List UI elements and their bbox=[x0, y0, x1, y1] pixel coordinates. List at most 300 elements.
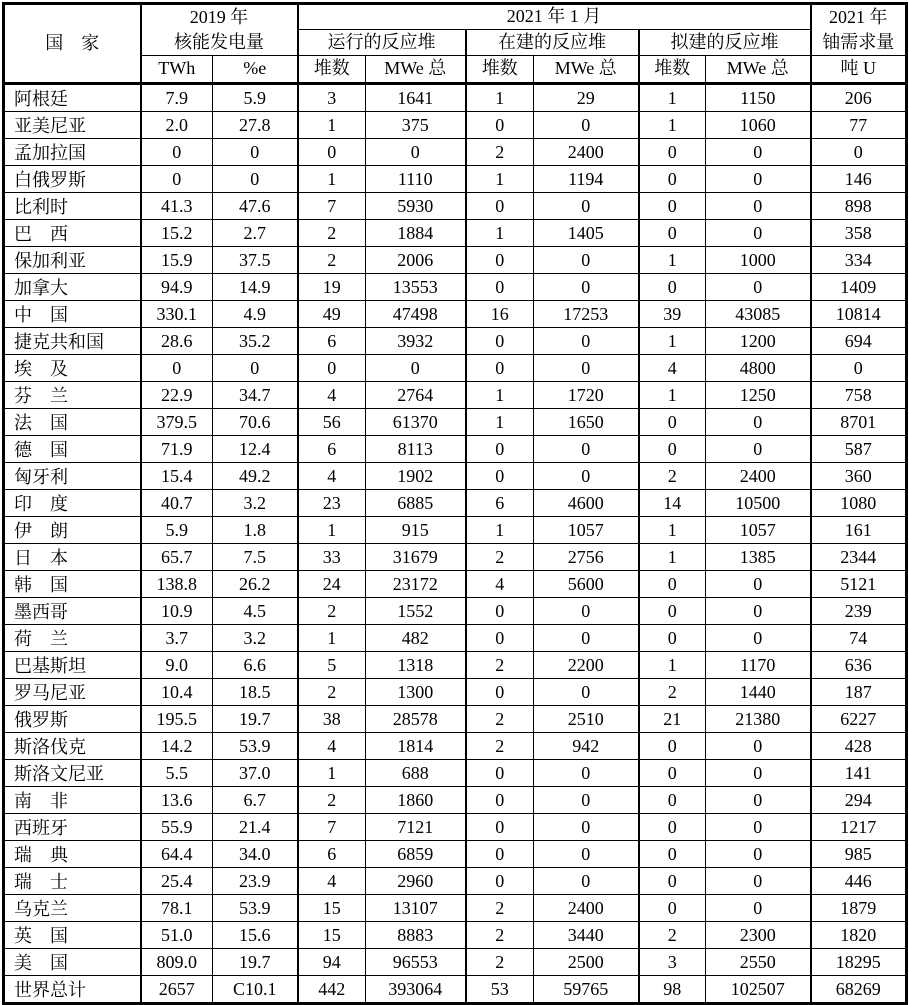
value-cell: 10.9 bbox=[141, 598, 213, 625]
value-cell: 2300 bbox=[706, 922, 811, 949]
value-cell: 0 bbox=[466, 328, 534, 355]
value-cell: 2 bbox=[466, 652, 534, 679]
value-cell: 0 bbox=[639, 895, 706, 922]
value-cell: 0 bbox=[706, 625, 811, 652]
table-row bbox=[4, 949, 907, 976]
country-cell: 荷 兰 bbox=[4, 625, 141, 652]
value-cell: 482 bbox=[366, 625, 466, 652]
value-cell: 636 bbox=[811, 652, 907, 679]
value-cell: 22.9 bbox=[141, 382, 213, 409]
country-cell: 罗马尼亚 bbox=[4, 679, 141, 706]
value-cell: 37.0 bbox=[213, 760, 298, 787]
value-cell: 138.8 bbox=[141, 571, 213, 598]
value-cell: 1552 bbox=[366, 598, 466, 625]
value-cell: 1 bbox=[639, 382, 706, 409]
value-cell: 1650 bbox=[534, 409, 639, 436]
value-cell: 39 bbox=[639, 301, 706, 328]
value-cell: 0 bbox=[639, 220, 706, 247]
country-cell: 瑞 士 bbox=[4, 868, 141, 895]
country-cell: 加拿大 bbox=[4, 274, 141, 301]
value-cell: 1814 bbox=[366, 733, 466, 760]
value-cell: 1 bbox=[639, 544, 706, 571]
header-2021-january: 2021 年 1 月 bbox=[298, 4, 811, 30]
value-cell: 78.1 bbox=[141, 895, 213, 922]
value-cell: 1 bbox=[298, 625, 366, 652]
value-cell: 0 bbox=[639, 409, 706, 436]
table-row bbox=[4, 841, 907, 868]
value-cell: 15 bbox=[298, 895, 366, 922]
value-cell: 21 bbox=[639, 706, 706, 733]
value-cell: 8113 bbox=[366, 436, 466, 463]
value-cell: 141 bbox=[811, 760, 907, 787]
value-cell: 0 bbox=[466, 193, 534, 220]
value-cell: 21.4 bbox=[213, 814, 298, 841]
value-cell: 34.0 bbox=[213, 841, 298, 868]
value-cell: 0 bbox=[706, 733, 811, 760]
value-cell: 0 bbox=[466, 814, 534, 841]
country-cell: 白俄罗斯 bbox=[4, 166, 141, 193]
header-planned-unit-count: 堆数 bbox=[639, 56, 706, 84]
value-cell: 0 bbox=[706, 139, 811, 166]
value-cell: 0 bbox=[141, 166, 213, 193]
value-cell: 1080 bbox=[811, 490, 907, 517]
value-cell: 3.7 bbox=[141, 625, 213, 652]
value-cell: 146 bbox=[811, 166, 907, 193]
value-cell: 6 bbox=[298, 436, 366, 463]
table-row bbox=[4, 382, 907, 409]
value-cell: 5.9 bbox=[213, 84, 298, 112]
value-cell: 5121 bbox=[811, 571, 907, 598]
country-cell: 乌克兰 bbox=[4, 895, 141, 922]
value-cell: 915 bbox=[366, 517, 466, 544]
country-cell: 匈牙利 bbox=[4, 463, 141, 490]
value-cell: 0 bbox=[534, 760, 639, 787]
header-tonnes-u: 吨 U bbox=[811, 56, 907, 84]
value-cell: 0 bbox=[534, 814, 639, 841]
value-cell: 23172 bbox=[366, 571, 466, 598]
value-cell: 8883 bbox=[366, 922, 466, 949]
value-cell: 6885 bbox=[366, 490, 466, 517]
value-cell: 1110 bbox=[366, 166, 466, 193]
value-cell: 33 bbox=[298, 544, 366, 571]
value-cell: 294 bbox=[811, 787, 907, 814]
value-cell: 0 bbox=[706, 895, 811, 922]
country-cell: 韩 国 bbox=[4, 571, 141, 598]
value-cell: 0 bbox=[706, 814, 811, 841]
value-cell: 2960 bbox=[366, 868, 466, 895]
country-cell: 比利时 bbox=[4, 193, 141, 220]
value-cell: 2 bbox=[466, 706, 534, 733]
header-construction-mwe-total: MWe 总 bbox=[534, 56, 639, 84]
table-body bbox=[4, 84, 907, 1004]
value-cell: 0 bbox=[534, 841, 639, 868]
table-row bbox=[4, 868, 907, 895]
value-cell: 64.4 bbox=[141, 841, 213, 868]
value-cell: 6 bbox=[298, 841, 366, 868]
value-cell: 77 bbox=[811, 112, 907, 139]
value-cell: 0 bbox=[639, 436, 706, 463]
value-cell: 23.9 bbox=[213, 868, 298, 895]
value-cell: 2.0 bbox=[141, 112, 213, 139]
value-cell: 102507 bbox=[706, 976, 811, 1004]
value-cell: 0 bbox=[466, 355, 534, 382]
value-cell: 7121 bbox=[366, 814, 466, 841]
table-row bbox=[4, 84, 907, 112]
nuclear-power-table bbox=[2, 2, 908, 1005]
value-cell: 0 bbox=[706, 220, 811, 247]
table-row bbox=[4, 517, 907, 544]
country-cell: 芬 兰 bbox=[4, 382, 141, 409]
value-cell: 0 bbox=[534, 328, 639, 355]
value-cell: 393064 bbox=[366, 976, 466, 1004]
value-cell: 0 bbox=[639, 625, 706, 652]
country-cell: 埃 及 bbox=[4, 355, 141, 382]
value-cell: 1250 bbox=[706, 382, 811, 409]
value-cell: 5.5 bbox=[141, 760, 213, 787]
value-cell: 15.4 bbox=[141, 463, 213, 490]
value-cell: 0 bbox=[534, 355, 639, 382]
table-row bbox=[4, 463, 907, 490]
value-cell: 3.2 bbox=[213, 625, 298, 652]
value-cell: 239 bbox=[811, 598, 907, 625]
value-cell: 0 bbox=[298, 355, 366, 382]
value-cell: 23 bbox=[298, 490, 366, 517]
value-cell: 428 bbox=[811, 733, 907, 760]
value-cell: 2 bbox=[298, 787, 366, 814]
value-cell: 4 bbox=[639, 355, 706, 382]
value-cell: 0 bbox=[534, 274, 639, 301]
value-cell: 53.9 bbox=[213, 733, 298, 760]
value-cell: 15.9 bbox=[141, 247, 213, 274]
value-cell: 2550 bbox=[706, 949, 811, 976]
value-cell: 65.7 bbox=[141, 544, 213, 571]
table-row bbox=[4, 760, 907, 787]
value-cell: 71.9 bbox=[141, 436, 213, 463]
value-cell: 1194 bbox=[534, 166, 639, 193]
value-cell: 28.6 bbox=[141, 328, 213, 355]
country-cell: 法 国 bbox=[4, 409, 141, 436]
value-cell: 2 bbox=[466, 733, 534, 760]
value-cell: 2344 bbox=[811, 544, 907, 571]
table-row bbox=[4, 679, 907, 706]
value-cell: 10.4 bbox=[141, 679, 213, 706]
value-cell: 1820 bbox=[811, 922, 907, 949]
value-cell: 1405 bbox=[534, 220, 639, 247]
value-cell: 18295 bbox=[811, 949, 907, 976]
value-cell: 0 bbox=[366, 139, 466, 166]
table-row bbox=[4, 787, 907, 814]
value-cell: 0 bbox=[706, 166, 811, 193]
value-cell: 2756 bbox=[534, 544, 639, 571]
table-row bbox=[4, 247, 907, 274]
value-cell: 0 bbox=[466, 625, 534, 652]
value-cell: 1200 bbox=[706, 328, 811, 355]
table-row bbox=[4, 436, 907, 463]
value-cell: 47.6 bbox=[213, 193, 298, 220]
value-cell: 68269 bbox=[811, 976, 907, 1004]
value-cell: 29 bbox=[534, 84, 639, 112]
value-cell: 0 bbox=[639, 598, 706, 625]
table-row bbox=[4, 274, 907, 301]
header-twh: TWh bbox=[141, 56, 213, 84]
value-cell: 27.8 bbox=[213, 112, 298, 139]
value-cell: 1 bbox=[466, 220, 534, 247]
table-row bbox=[4, 625, 907, 652]
value-cell: 24 bbox=[298, 571, 366, 598]
country-cell: 伊 朗 bbox=[4, 517, 141, 544]
country-cell: 印 度 bbox=[4, 490, 141, 517]
value-cell: 330.1 bbox=[141, 301, 213, 328]
value-cell: 5930 bbox=[366, 193, 466, 220]
value-cell: 5600 bbox=[534, 571, 639, 598]
value-cell: 688 bbox=[366, 760, 466, 787]
country-cell: 南 非 bbox=[4, 787, 141, 814]
value-cell: 9.0 bbox=[141, 652, 213, 679]
value-cell: 1060 bbox=[706, 112, 811, 139]
value-cell: 15 bbox=[298, 922, 366, 949]
value-cell: 1217 bbox=[811, 814, 907, 841]
table-row bbox=[4, 490, 907, 517]
table-row bbox=[4, 328, 907, 355]
value-cell: 38 bbox=[298, 706, 366, 733]
value-cell: 0 bbox=[534, 436, 639, 463]
value-cell: 53 bbox=[466, 976, 534, 1004]
value-cell: 0 bbox=[706, 193, 811, 220]
country-cell: 美 国 bbox=[4, 949, 141, 976]
header-2019-generation bbox=[141, 4, 298, 56]
value-cell: 1879 bbox=[811, 895, 907, 922]
value-cell: 0 bbox=[466, 112, 534, 139]
value-cell: 1 bbox=[639, 112, 706, 139]
value-cell: 1150 bbox=[706, 84, 811, 112]
value-cell: 1057 bbox=[706, 517, 811, 544]
table-row bbox=[4, 733, 907, 760]
value-cell: 3932 bbox=[366, 328, 466, 355]
value-cell: C10.1 bbox=[213, 976, 298, 1004]
value-cell: 1720 bbox=[534, 382, 639, 409]
value-cell: 587 bbox=[811, 436, 907, 463]
table-row bbox=[4, 355, 907, 382]
value-cell: 4.9 bbox=[213, 301, 298, 328]
value-cell: 41.3 bbox=[141, 193, 213, 220]
value-cell: 0 bbox=[706, 598, 811, 625]
table-row bbox=[4, 895, 907, 922]
value-cell: 694 bbox=[811, 328, 907, 355]
value-cell: 0 bbox=[534, 868, 639, 895]
value-cell: 37.5 bbox=[213, 247, 298, 274]
value-cell: 0 bbox=[534, 787, 639, 814]
header-planned-reactors: 拟建的反应堆 bbox=[639, 30, 811, 56]
value-cell: 5 bbox=[298, 652, 366, 679]
value-cell: 17253 bbox=[534, 301, 639, 328]
value-cell: 2 bbox=[466, 949, 534, 976]
value-cell: 1057 bbox=[534, 517, 639, 544]
value-cell: 0 bbox=[466, 247, 534, 274]
value-cell: 758 bbox=[811, 382, 907, 409]
value-cell: 0 bbox=[811, 139, 907, 166]
header-under-construction-reactors: 在建的反应堆 bbox=[466, 30, 639, 56]
value-cell: 0 bbox=[706, 571, 811, 598]
value-cell: 1860 bbox=[366, 787, 466, 814]
value-cell: 2 bbox=[298, 598, 366, 625]
value-cell: 0 bbox=[466, 274, 534, 301]
country-cell: 亚美尼亚 bbox=[4, 112, 141, 139]
table-row bbox=[4, 706, 907, 733]
value-cell: 2510 bbox=[534, 706, 639, 733]
value-cell: 0 bbox=[466, 598, 534, 625]
table-row bbox=[4, 112, 907, 139]
value-cell: 10814 bbox=[811, 301, 907, 328]
value-cell: 2657 bbox=[141, 976, 213, 1004]
value-cell: 43085 bbox=[706, 301, 811, 328]
value-cell: 6 bbox=[466, 490, 534, 517]
country-cell: 俄罗斯 bbox=[4, 706, 141, 733]
country-cell: 孟加拉国 bbox=[4, 139, 141, 166]
table-row bbox=[4, 220, 907, 247]
value-cell: 6 bbox=[298, 328, 366, 355]
value-cell: 7.9 bbox=[141, 84, 213, 112]
country-cell: 中 国 bbox=[4, 301, 141, 328]
value-cell: 31679 bbox=[366, 544, 466, 571]
value-cell: 161 bbox=[811, 517, 907, 544]
value-cell: 26.2 bbox=[213, 571, 298, 598]
value-cell: 0 bbox=[706, 274, 811, 301]
value-cell: 0 bbox=[534, 193, 639, 220]
value-cell: 206 bbox=[811, 84, 907, 112]
value-cell: 4 bbox=[298, 868, 366, 895]
value-cell: 0 bbox=[639, 139, 706, 166]
table-row bbox=[4, 571, 907, 598]
value-cell: 2 bbox=[298, 247, 366, 274]
country-cell: 英 国 bbox=[4, 922, 141, 949]
value-cell: 0 bbox=[706, 760, 811, 787]
value-cell: 1.8 bbox=[213, 517, 298, 544]
value-cell: 1 bbox=[639, 84, 706, 112]
country-cell: 德 国 bbox=[4, 436, 141, 463]
value-cell: 19 bbox=[298, 274, 366, 301]
value-cell: 809.0 bbox=[141, 949, 213, 976]
value-cell: 1641 bbox=[366, 84, 466, 112]
table-row bbox=[4, 139, 907, 166]
header-operating-reactors: 运行的反应堆 bbox=[298, 30, 466, 56]
header-2021-uranium-line1: 2021 年 bbox=[829, 7, 888, 27]
value-cell: 375 bbox=[366, 112, 466, 139]
value-cell: 14.2 bbox=[141, 733, 213, 760]
value-cell: 0 bbox=[639, 274, 706, 301]
table-row bbox=[4, 922, 907, 949]
value-cell: 0 bbox=[639, 166, 706, 193]
value-cell: 0 bbox=[141, 139, 213, 166]
value-cell: 34.7 bbox=[213, 382, 298, 409]
value-cell: 0 bbox=[534, 625, 639, 652]
value-cell: 1 bbox=[639, 328, 706, 355]
table-row bbox=[4, 301, 907, 328]
value-cell: 1 bbox=[639, 652, 706, 679]
value-cell: 4 bbox=[298, 463, 366, 490]
value-cell: 2 bbox=[639, 679, 706, 706]
country-cell: 瑞 典 bbox=[4, 841, 141, 868]
value-cell: 56 bbox=[298, 409, 366, 436]
value-cell: 0 bbox=[466, 868, 534, 895]
value-cell: 0 bbox=[534, 247, 639, 274]
value-cell: 10500 bbox=[706, 490, 811, 517]
value-cell: 2 bbox=[298, 679, 366, 706]
value-cell: 360 bbox=[811, 463, 907, 490]
value-cell: 2 bbox=[298, 220, 366, 247]
value-cell: 0 bbox=[366, 355, 466, 382]
country-cell: 斯洛文尼亚 bbox=[4, 760, 141, 787]
value-cell: 13.6 bbox=[141, 787, 213, 814]
value-cell: 21380 bbox=[706, 706, 811, 733]
value-cell: 4800 bbox=[706, 355, 811, 382]
value-cell: 35.2 bbox=[213, 328, 298, 355]
value-cell: 0 bbox=[534, 463, 639, 490]
value-cell: 98 bbox=[639, 976, 706, 1004]
value-cell: 59765 bbox=[534, 976, 639, 1004]
value-cell: 3 bbox=[639, 949, 706, 976]
value-cell: 2 bbox=[466, 895, 534, 922]
value-cell: 0 bbox=[639, 868, 706, 895]
value-cell: 1 bbox=[466, 409, 534, 436]
value-cell: 0 bbox=[466, 679, 534, 706]
header-2021-uranium-demand bbox=[811, 4, 907, 56]
value-cell: 53.9 bbox=[213, 895, 298, 922]
value-cell: 1385 bbox=[706, 544, 811, 571]
value-cell: 0 bbox=[639, 841, 706, 868]
value-cell: 4600 bbox=[534, 490, 639, 517]
value-cell: 2 bbox=[466, 544, 534, 571]
value-cell: 4 bbox=[466, 571, 534, 598]
value-cell: 7 bbox=[298, 193, 366, 220]
country-cell: 巴基斯坦 bbox=[4, 652, 141, 679]
value-cell: 0 bbox=[706, 868, 811, 895]
value-cell: 1440 bbox=[706, 679, 811, 706]
value-cell: 74 bbox=[811, 625, 907, 652]
value-cell: 195.5 bbox=[141, 706, 213, 733]
value-cell: 0 bbox=[706, 787, 811, 814]
value-cell: 6.6 bbox=[213, 652, 298, 679]
value-cell: 446 bbox=[811, 868, 907, 895]
value-cell: 358 bbox=[811, 220, 907, 247]
value-cell: 2500 bbox=[534, 949, 639, 976]
value-cell: 1 bbox=[639, 517, 706, 544]
value-cell: 187 bbox=[811, 679, 907, 706]
value-cell: 2400 bbox=[706, 463, 811, 490]
value-cell: 8701 bbox=[811, 409, 907, 436]
value-cell: 1 bbox=[466, 382, 534, 409]
value-cell: 19.7 bbox=[213, 706, 298, 733]
value-cell: 6227 bbox=[811, 706, 907, 733]
value-cell: 1 bbox=[298, 517, 366, 544]
value-cell: 2 bbox=[466, 139, 534, 166]
value-cell: 1884 bbox=[366, 220, 466, 247]
value-cell: 7.5 bbox=[213, 544, 298, 571]
value-cell: 70.6 bbox=[213, 409, 298, 436]
country-cell: 捷克共和国 bbox=[4, 328, 141, 355]
value-cell: 1000 bbox=[706, 247, 811, 274]
value-cell: 2764 bbox=[366, 382, 466, 409]
country-cell: 西班牙 bbox=[4, 814, 141, 841]
header-construction-unit-count: 堆数 bbox=[466, 56, 534, 84]
value-cell: 19.7 bbox=[213, 949, 298, 976]
value-cell: 4 bbox=[298, 733, 366, 760]
table-row bbox=[4, 814, 907, 841]
value-cell: 0 bbox=[706, 436, 811, 463]
value-cell: 49.2 bbox=[213, 463, 298, 490]
value-cell: 2200 bbox=[534, 652, 639, 679]
value-cell: 1 bbox=[298, 166, 366, 193]
header-2021-uranium-line2: 铀需求量 bbox=[822, 32, 895, 52]
